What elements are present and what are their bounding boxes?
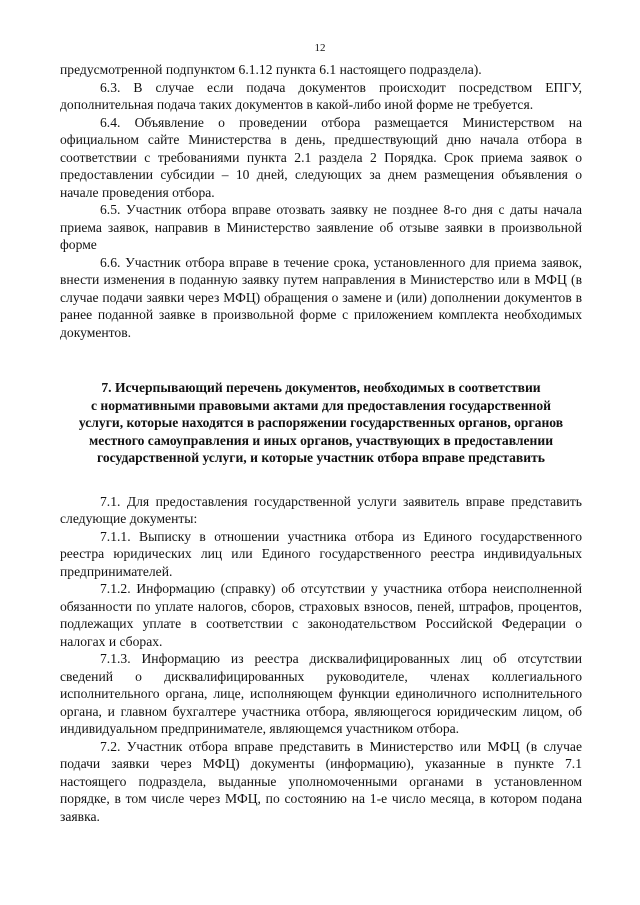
document-body	[60, 61, 582, 825]
paragraph-p6-4: 6.4. Объявление о проведении отбора размещается Министерством на официальном сайте Министерства в день, предшествующий дню начала отбора в соответствии с требованиями пункта 2.1 раздела 2 Порядка. Срок приема заявок о предоставлении субсидии – 10 дней, следующих за днем размещения объявления о начале проведения отбора.	[60, 114, 582, 200]
heading-line: государственной услуги, и которые участник отбора вправе представить	[97, 450, 545, 465]
paragraph-p7-2: 7.2. Участник отбора вправе представить в Министерство или МФЦ (в случае подачи заявки через МФЦ) документы (информацию), указанные в пункте 7.1 настоящего подраздела, выданные уполномоченными органами в установленном порядке, в том числе через МФЦ, по состоянию на 1-е число месяца, в котором подана заявка.	[60, 738, 582, 824]
paragraph-p6-3: 6.3. В случае если подача документов происходит посредством ЕПГУ, дополнительная подача таких документов в какой-либо иной форме не требуется.	[60, 79, 582, 112]
paragraph-p6-5: 6.5. Участник отбора вправе отозвать заявку не позднее 8-го дня с даты начала приема заявок, направив в Министерство заявление об отзыве заявки в произвольной форме	[60, 202, 582, 252]
paragraph-p7-1-3: 7.1.3. Информацию из реестра дисквалифицированных лиц об отсутствии сведений о дисквалифицированных руководителе, членах коллегиального исполнительного органа, лице, исполняющем функции единоличного исполнительного органа, и главном бухгалтере участника отбора, являющегося юридическим лицом, об индивидуальном предпринимателе, являющемся участником отбора.	[60, 651, 582, 736]
heading-line: местного самоуправления и иных органов, участвующих в предоставлении	[88, 432, 554, 448]
paragraph-p7-1: 7.1. Для предоставления государственной услуги заявитель вправе представить следующие документы:	[60, 493, 582, 526]
paragraph-cont: предусмотренной подпунктом 6.1.12 пункта 6.1 настоящего подраздела).	[60, 62, 482, 77]
heading-line: с нормативными правовыми актами для предоставления государственной	[90, 397, 552, 413]
page-number: 12	[314, 42, 326, 54]
paragraph-p6-6: 6.6. Участник отбора вправе в течение срока, установленного для приема заявок, внести изменения в поданную заявку путем направления в Министерство или в МФЦ (в случае подачи заявки через МФЦ) обращения о замене и (или) дополнении документов в ранее поданной заявке в произвольной форме с приложением комплекта необходимых документов.	[60, 254, 582, 340]
paragraph-p7-1-2: 7.1.2. Информацию (справку) об отсутствии у участника отбора неисполненной обязанности по уплате налогов, сборов, страховых взносов, пеней, штрафов, процентов, подлежащих уплате в соответствии с законодательством Российской Федерации о налогах и сборах.	[60, 581, 582, 649]
heading-line: услуги, которые находятся в распоряжении государственных органов, органов	[78, 415, 564, 430]
heading-line: 7. Исчерпывающий перечень документов, необходимых в соответствии	[101, 380, 541, 395]
section-7-body	[60, 493, 582, 826]
paragraph-p7-1-1: 7.1.1. Выписку в отношении участника отбора из Единого государственного реестра юридических лиц или Единого государственного реестра индивидуальных предпринимателей.	[60, 528, 582, 579]
section-6-continuation	[60, 61, 582, 341]
section-7-heading	[60, 379, 582, 467]
